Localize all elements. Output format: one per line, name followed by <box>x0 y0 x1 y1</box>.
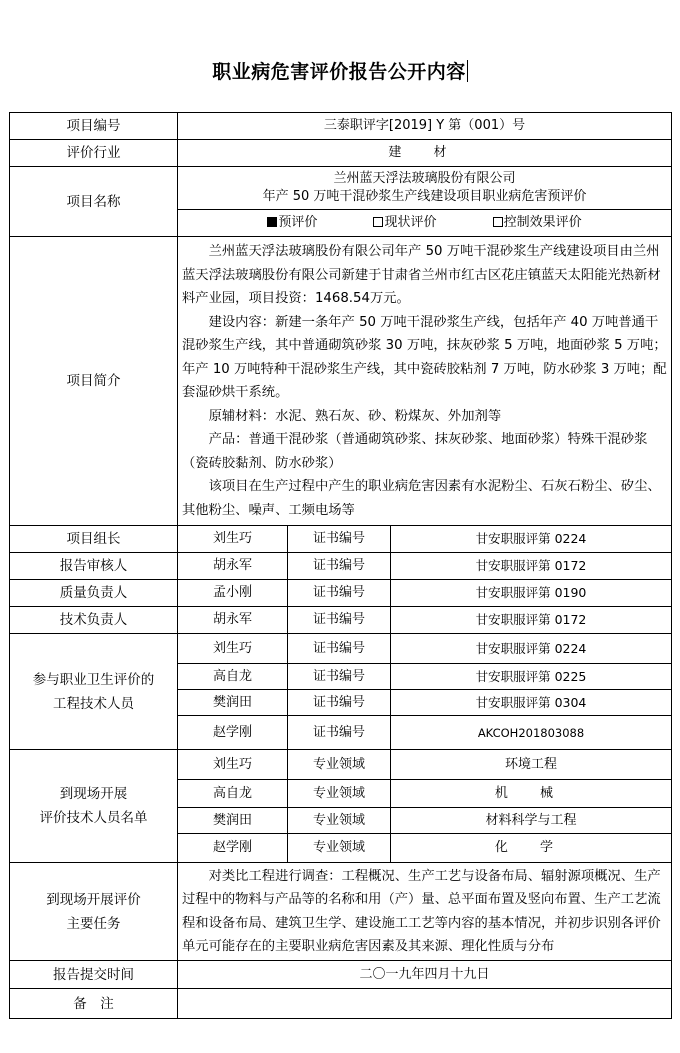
cert-number: 甘安职服评第 0224 <box>391 526 672 553</box>
field-text: 机 械 <box>494 785 568 801</box>
cert-number: 甘安职服评第 0172 <box>391 607 672 634</box>
field-label: 专业领域 <box>288 834 391 863</box>
label-line: 参与职业卫生评价的 <box>32 671 155 688</box>
row-tasks <box>10 863 672 961</box>
cert-label: 证书编号 <box>288 716 391 750</box>
tasks-text: 对类比工程进行调查：工程概况、生产工艺与设备布局、辐射源项概况、生产过程中的物料与产品等的名称和用（产）量、总平面布置及竖向布置、生产工艺流程和设备布局、建筑卫生学、建设施工工艺等内容的基本情况，并初步识别各评价单元可能存在的主要职业病危害因素及其来源、理化性质与分布 <box>182 868 661 954</box>
page-title <box>0 57 680 84</box>
project-name-label: 项目名称 <box>10 167 178 237</box>
site-staff-label <box>10 750 178 863</box>
remarks-value <box>178 989 672 1019</box>
project-title: 年产 50 万吨干混砂浆生产线建设项目职业病危害预评价 <box>262 189 587 204</box>
field-label: 专业领域 <box>288 808 391 834</box>
person-name: 刘生巧 <box>178 750 288 780</box>
person-name: 赵学刚 <box>178 834 288 863</box>
label-line: 评价技术人员名单 <box>39 810 148 826</box>
label-line: 工程技术人员 <box>53 695 134 712</box>
row-project-name <box>10 167 672 210</box>
cert-number: 甘安职服评第 0304 <box>391 690 672 716</box>
intro-paragraph: 原辅材料：水泥、熟石灰、砂、粉煤灰、外加剂等 <box>208 408 502 424</box>
cert-label: 证书编号 <box>288 664 391 690</box>
role-label: 技术负责人 <box>10 607 178 634</box>
submit-time-label: 报告提交时间 <box>10 961 178 989</box>
row-site-staff <box>10 750 672 780</box>
field-value: 环境工程 <box>391 750 672 780</box>
option-label: 现状评价 <box>384 215 437 230</box>
intro-paragraph: 兰州蓝天浮法玻璃股份有限公司年产 50 万吨干混砂浆生产线建设项目由兰州蓝天浮法玻璃股份有限公司新建于甘肃省兰州市红古区花庄镇蓝天太阳能光热新材料产业园，项目投资：1468.54万元。 <box>182 244 661 306</box>
engineers-label <box>10 634 178 750</box>
person-name: 刘生巧 <box>178 526 288 553</box>
cert-label: 证书编号 <box>288 690 391 716</box>
cert-number: 甘安职服评第 0225 <box>391 664 672 690</box>
field-value: 材料科学与工程 <box>391 808 672 834</box>
person-name: 胡永军 <box>178 607 288 634</box>
person-name: 高自龙 <box>178 780 288 808</box>
field-text: 化 学 <box>494 840 568 855</box>
intro-paragraph: 该项目在生产过程中产生的职业病危害因素有水泥粉尘、石灰石粉尘、矽尘、其他粉尘、噪声、工频电场等 <box>182 479 661 518</box>
person-name: 刘生巧 <box>178 634 288 664</box>
checked-box-icon <box>267 217 277 227</box>
person-name: 樊润田 <box>178 690 288 716</box>
cert-number: 甘安职服评第 0190 <box>391 580 672 607</box>
cert-label: 证书编号 <box>288 634 391 664</box>
person-name: 樊润田 <box>178 808 288 834</box>
row-industry <box>10 140 672 167</box>
label-line: 到现场开展 <box>59 786 128 802</box>
intro-label: 项目简介 <box>10 237 178 526</box>
tasks-content <box>178 863 672 961</box>
row-reviewer <box>10 553 672 580</box>
option-pre-evaluation[interactable] <box>267 214 317 232</box>
role-label: 项目组长 <box>10 526 178 553</box>
option-label: 预评价 <box>278 215 318 230</box>
intro-paragraph: 产品：普通干混砂浆（普通砌筑砂浆、抹灰砂浆、地面砂浆）特殊干混砂浆（瓷砖胶黏剂、防水砂浆） <box>182 432 648 471</box>
intro-content <box>178 237 672 526</box>
report-table <box>9 112 672 1019</box>
cert-number: 甘安职服评第 0172 <box>391 553 672 580</box>
project-no-value: 三泰职评字[2019] Y 第（001）号 <box>178 113 672 140</box>
row-technical <box>10 607 672 634</box>
row-remarks <box>10 989 672 1019</box>
tasks-label <box>10 863 178 961</box>
title-text: 职业病危害评价报告公开内容 <box>212 61 466 83</box>
industry-value <box>178 140 672 167</box>
cert-number: AKCOH201803088 <box>391 716 672 750</box>
person-name: 高自龙 <box>178 664 288 690</box>
option-label: 控制效果评价 <box>503 215 582 230</box>
option-control-evaluation[interactable] <box>493 214 582 232</box>
text-cursor <box>467 60 468 82</box>
cert-label: 证书编号 <box>288 526 391 553</box>
unchecked-box-icon <box>493 217 503 227</box>
intro-paragraph: 建设内容：新建一条年产 50 万吨干混砂浆生产线，包括年产 40 万吨普通干混砂浆生产线，其中普通砌筑砂浆 30 万吨，抹灰砂浆 5 万吨，地面砂浆 5 万吨；年产 10 万吨特种干混砂浆生产线，其中瓷砖胶粘剂 7 万吨，防水砂浆 3 万吨；配套湿砂烘干系统。 <box>182 314 667 400</box>
option-status-evaluation[interactable] <box>373 214 436 232</box>
field-label: 专业领域 <box>288 780 391 808</box>
cert-label: 证书编号 <box>288 553 391 580</box>
row-project-no <box>10 113 672 140</box>
industry-label: 评价行业 <box>10 140 178 167</box>
label-line: 主要任务 <box>66 915 121 932</box>
field-label: 专业领域 <box>288 750 391 780</box>
person-name: 孟小刚 <box>178 580 288 607</box>
row-leader <box>10 526 672 553</box>
industry-text: 建 材 <box>388 145 461 160</box>
company-name: 兰州蓝天浮法玻璃股份有限公司 <box>333 171 516 186</box>
row-quality <box>10 580 672 607</box>
field-value <box>391 834 672 863</box>
role-label: 报告审核人 <box>10 553 178 580</box>
unchecked-box-icon <box>373 217 383 227</box>
row-intro <box>10 237 672 526</box>
cert-label: 证书编号 <box>288 607 391 634</box>
project-name-value <box>178 167 672 210</box>
project-no-label: 项目编号 <box>10 113 178 140</box>
eval-type-options <box>178 210 672 237</box>
field-value <box>391 780 672 808</box>
row-submit-time <box>10 961 672 989</box>
cert-label: 证书编号 <box>288 580 391 607</box>
person-name: 胡永军 <box>178 553 288 580</box>
label-line: 到现场开展评价 <box>46 891 141 908</box>
remarks-label: 备 注 <box>10 989 178 1019</box>
role-label: 质量负责人 <box>10 580 178 607</box>
cert-number: 甘安职服评第 0224 <box>391 634 672 664</box>
person-name: 赵学刚 <box>178 716 288 750</box>
row-engineer <box>10 634 672 664</box>
submit-time-value: 二〇一九年四月十九日 <box>178 961 672 989</box>
